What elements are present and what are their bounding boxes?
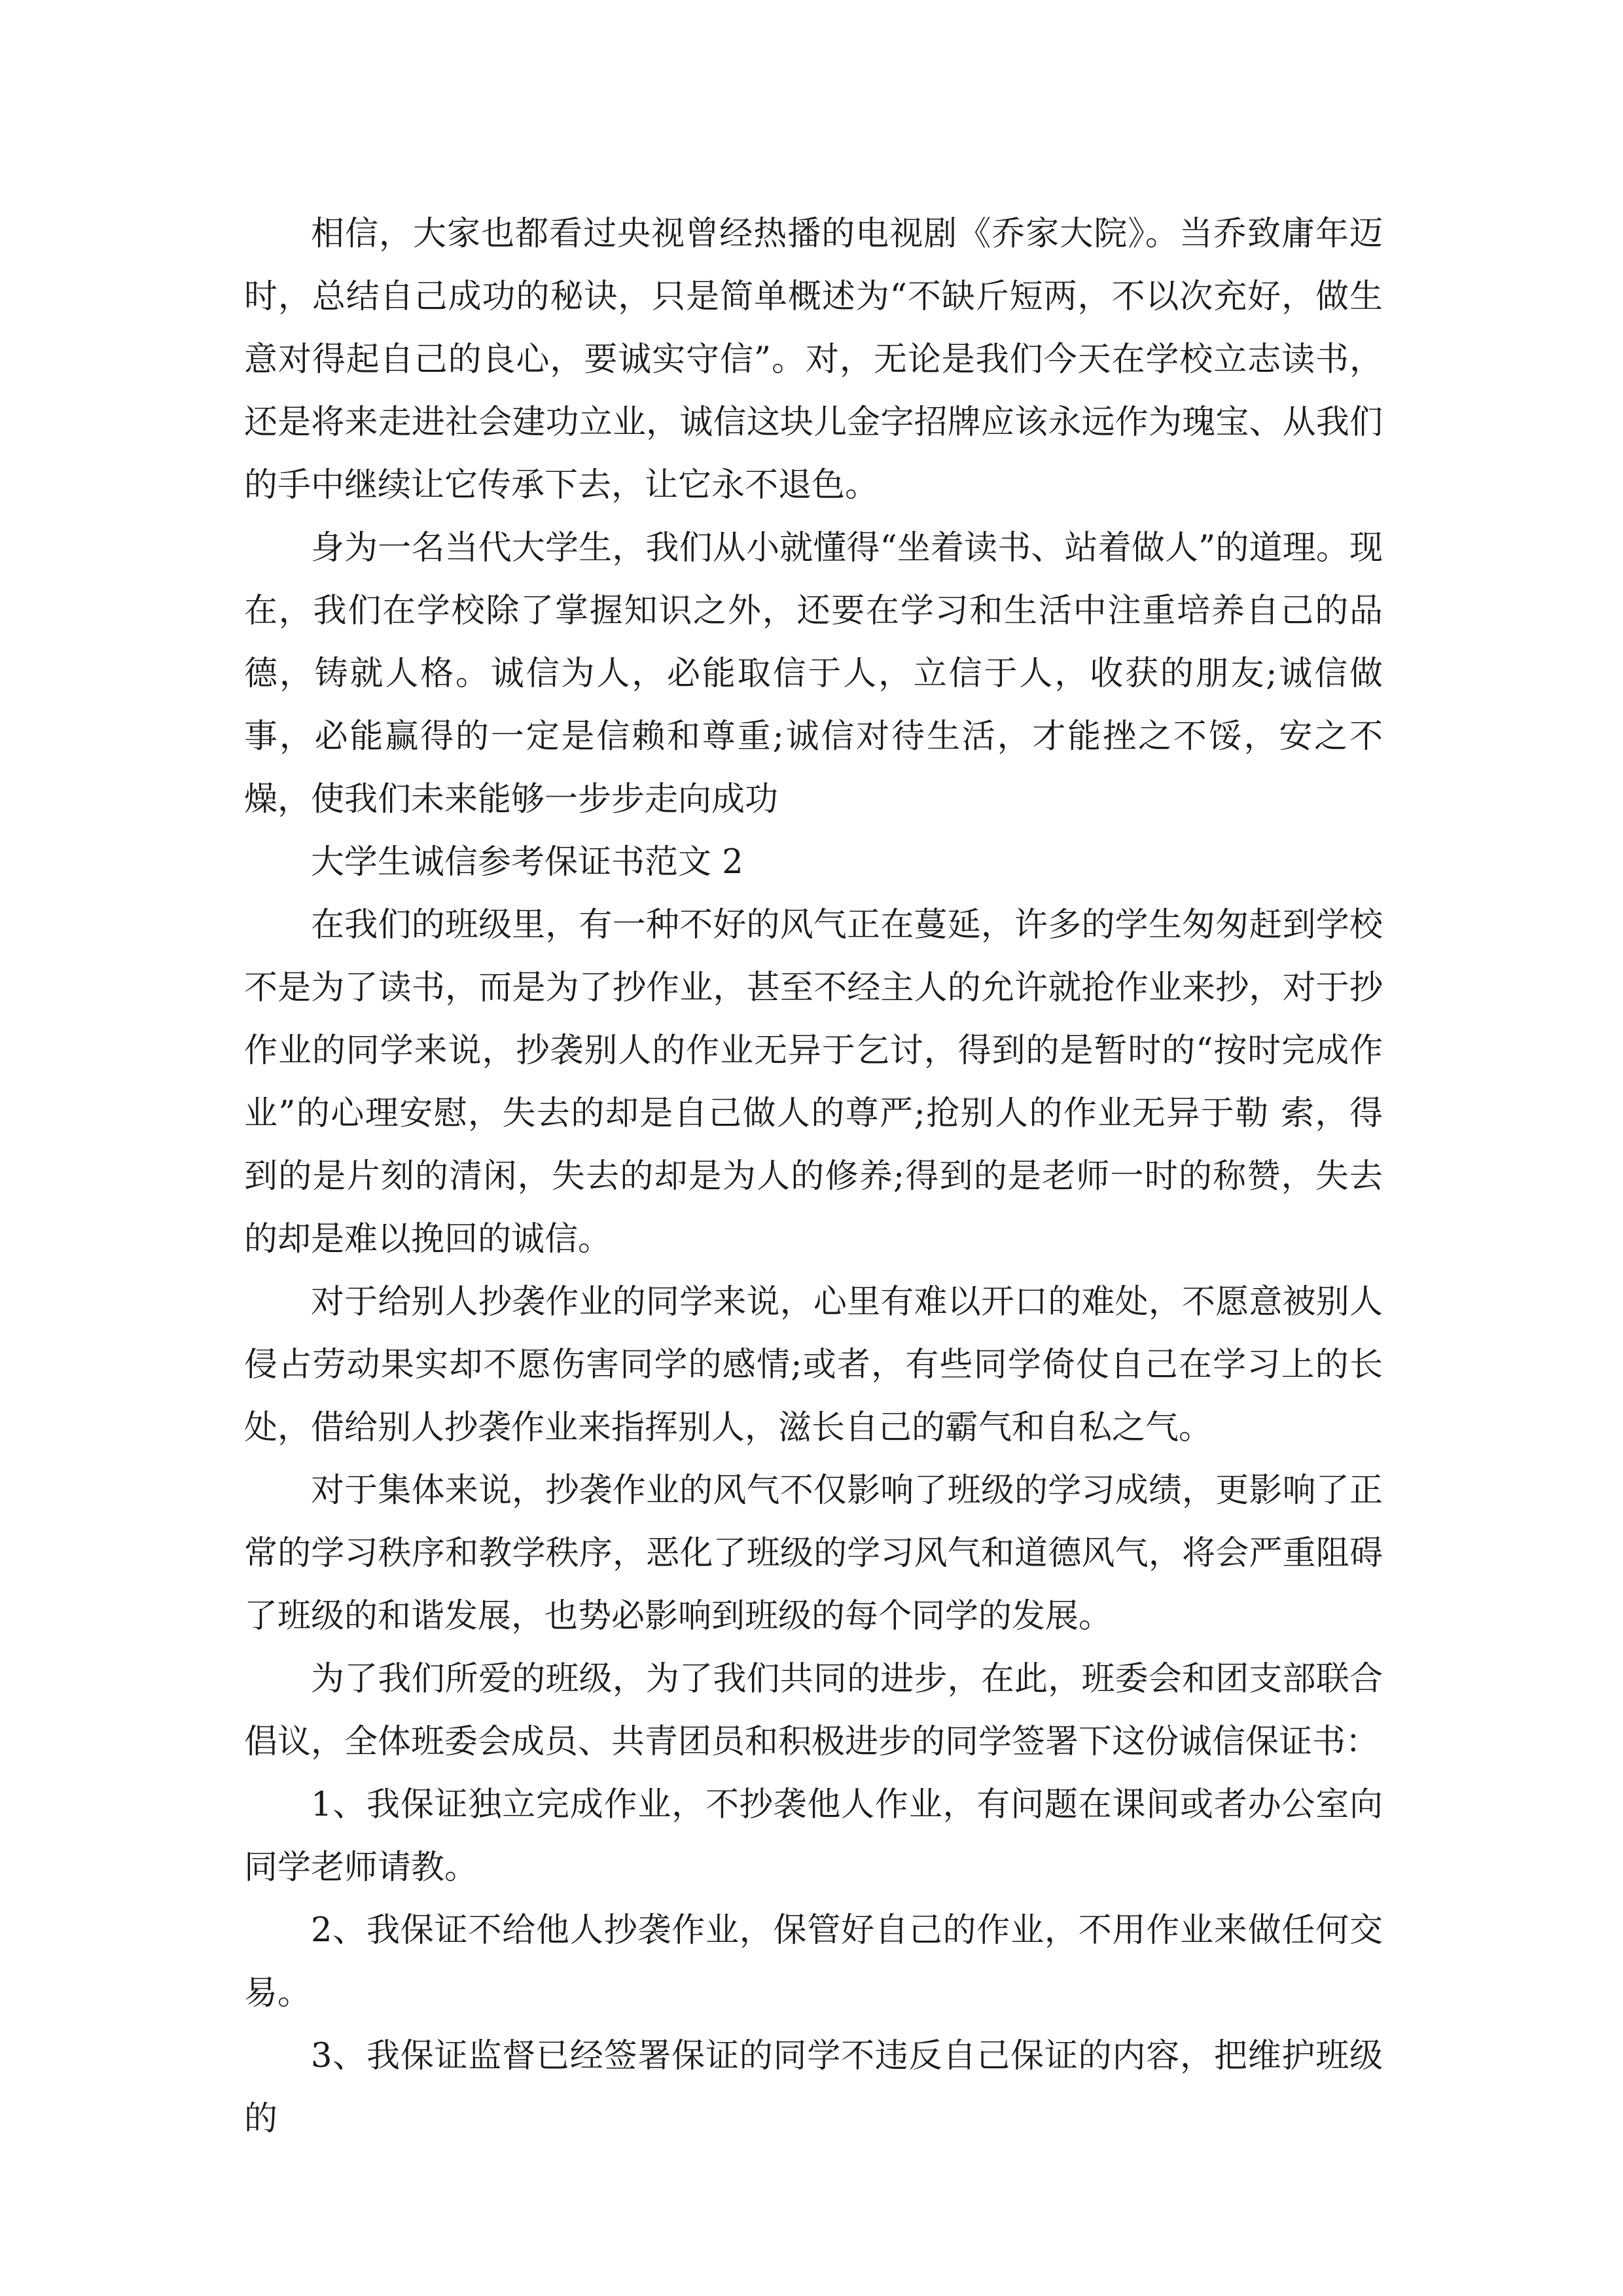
paragraph-initiative: 为了我们所爱的班级，为了我们共同的进步，在此，班委会和团支部联合倡议，全体班委会成员、共青团员和积极进步的同学签署下这份诚信保证书： — [244, 1660, 1383, 1761]
paragraph-lending-homework: 对于给别人抄袭作业的同学来说，心里有难以开口的难处，不愿意被别人侵占劳动果实却不愿伤害同学的感情;或者，有些同学倚仗自己在学习上的长处，借给别人抄袭作业来指挥别人，滋长自己的霸气和自私之气。 — [244, 1283, 1383, 1447]
pledge-item-3: 3、我保证监督已经签署保证的同学不违反自己保证的内容，把维护班级的 — [244, 2037, 1383, 2138]
section-heading: 大学生诚信参考保证书范文 2 — [311, 843, 743, 882]
paragraph-copying-homework: 在我们的班级里，有一种不好的风气正在蔓延，许多的学生匆匆赶到学校不是为了读书，而是为了抄作业，甚至不经主人的允许就抢作业来抄，对于抄作业的同学来说，抄袭别人的作业无异于乞讨，得到的是暂时的“按时完成作业”的心理安慰，失去的却是自己做人的尊严;抢别人的作业无异于勒 索，得到的是片刻的清闲，失去的却是为人的修养;得到的是老师一时的称赞，失去的却是难以挽回的诚信。 — [244, 906, 1383, 1259]
paragraph-collective-impact: 对于集体来说，抄袭作业的风气不仅影响了班级的学习成绩，更影响了正常的学习秩序和教学秩序，恶化了班级的学习风气和道德风气，将会严重阻碍了班级的和谐发展，也势必影响到班级的每个同学的发展。 — [244, 1471, 1383, 1636]
paragraph-college-student-integrity: 身为一名当代大学生，我们从小就懂得“坐着读书、站着做人”的道理。现在，我们在学校除了掌握知识之外，还要在学习和生活中注重培养自己的品德，铸就人格。诚信为人，必能取信于人，立信于人，收获的朋友;诚信做事，必能赢得的一定是信赖和尊重;诚信对待生活，才能挫之不馁，安之不燥，使我们未来能够一步步走向成功 — [244, 529, 1383, 819]
pledge-item-2: 2、我保证不给他人抄袭作业，保管好自己的作业，不用作业来做任何交易。 — [244, 1911, 1383, 2013]
paragraph-qiao-family-courtyard: 相信，大家也都看过央视曾经热播的电视剧《乔家大院》。当乔致庸年迈时，总结自己成功的秘诀，只是简单概述为“不缺斤短两，不以次充好，做生意对得起自己的良心，要诚实守信”。对，无论是我们今天在学校立志读书，还是将来走进社会建功立业，诚信这块儿金字招牌应该永远作为瑰宝、从我们的手中继续让它传承下去，让它永不退色。 — [244, 215, 1383, 505]
pledge-item-1: 1、我保证独立完成作业，不抄袭他人作业，有问题在课间或者办公室向同学老师请教。 — [244, 1785, 1383, 1887]
document-body — [244, 203, 1383, 2151]
